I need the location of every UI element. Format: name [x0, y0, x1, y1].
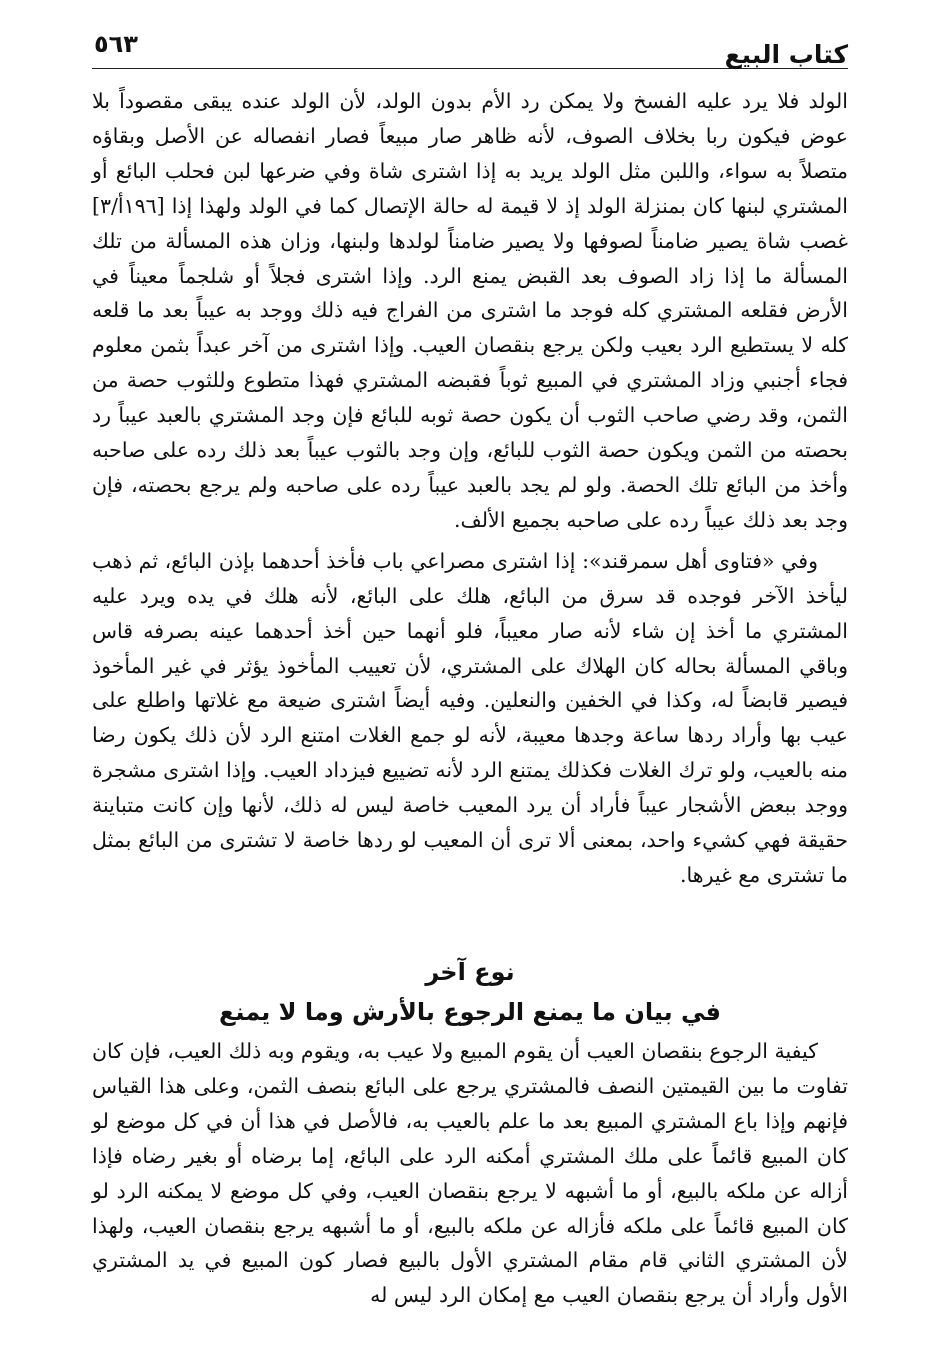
- section-heading-title: نوع آخر: [425, 958, 515, 986]
- paragraph: الولد فلا يرد عليه الفسخ ولا يمكن رد الأم بدون الولد، لأن الولد عنده يبقى مقصوداً بلا عوض فيكون ربا بخلاف الصوف، لأنه ظاهر صار مبيعاً فصار انفصاله عن الأصل وبقاؤه متصلاً به سواء، واللبن مثل الولد يريد به إذا اشترى شاة وفي ضرعها لبن فحلب البائع أو المشتري لبنها كان بمنزلة الولد إذ لا قيمة له حالة الإتصال كما في الولد ولهذا إذا [١٩٦أ/٣] غصب شاة يصير ضامناً لصوفها ولا يصير ضامناً لولدها ولبنها، وزان هذه المسألة من تلك المسألة ما إذا زاد الصوف بعد القبض يمنع الرد. وإذا اشترى فجلاً أو شلجماً معيناً في الأرض فقلعه المشتري كله فوجد ما اشترى من الفراج فيه ذلك ووجد به عيباً بعد ما قلعه كله لا يستطيع الرد بعيب ولكن يرجع بنقصان العيب. وإذا اشترى من آخر عبداً بثمن معلوم فجاء أجنبي وزاد المشتري في المبيع ثوباً فقبضه المشتري فهذا متطوع وللثوب حصة من الثمن، وقد رضي صاحب الثوب أن يكون حصة ثوبه للبائع فإن وجد المشتري بالعبد عيباً رد بحصته من الثمن ويكون حصة الثوب للبائع، وإن وجد بالثوب عيباً بعد ذلك رده على صاحبه وأخذ من البائع تلك الحصة. ولو لم يجد بالعبد عيباً رده على صاحبه ولم يرجع بحصته، فإن وجد بعد ذلك عيباً رده على صاحبه بجميع الألف.: [92, 89, 848, 532]
- section-heading-subtitle: في بيان ما يمنع الرجوع بالأرش وما لا يمنع: [219, 998, 721, 1026]
- paragraph: وفي «فتاوى أهل سمرقند»: إذا اشترى مصراعي باب فأخذ أحدهما بإذن البائع، ثم ذهب ليأخذ الآخر فوجده قد سرق من البائع، هلك على البائع، لأنه هلك في يده ويرد عليه المشتري ما أخذ إن شاء لأنه صار معيباً، فلو أنهما حين أخذ أحدهما عينه بصرفه قاس وباقي المسألة بحاله كان الهلاك على المشتري، لأن تعييب المأخوذ يؤثر في غير المأخوذ فيصير قابضاً له، وكذا في الخفين والنعلين. وفيه أيضاً اشترى ضيعة مع غلاتها واطلع على عيب بها وأراد ردها ساعة وجدها معيبة، لأنه لو جمع الغلات امتنع الرد لأن ذلك يكون رضا منه بالعيب، ولو ترك الغلات فكذلك يمتنع الرد لأنه تضييع فيزداد العيب. وإذا اشترى مشجرة ووجد ببعض الأشجار عيباً فأراد أن يرد المعيب خاصة ليس له ذلك، لأنها وإن كانت متباينة حقيقة فهي كشيء واحد، بمعنى ألا ترى أن المعيب لو ردها خاصة لا تشترى من البائع بمثل ما تشترى مع غيرها.: [92, 548, 848, 887]
- section-heading: [92, 952, 848, 1032]
- paragraph: كيفية الرجوع بنقصان العيب أن يقوم المبيع ولا عيب به، ويقوم وبه ذلك العيب، فإن كان تفاوت ما بين القيمتين النصف فالمشتري يرجع على البائع بنصف الثمن، وعلى هذا القياس فإنهم وإذا باع المشتري المبيع بعد ما علم بالعيب به، فالأصل في هذا أن في كل موضع لو كان المبيع قائماً على ملك المشتري أمكنه الرد على البائع، إما برضاه أو بغير رضاه فإذا أزاله عن ملكه بالبيع، أو ما أشبهه لا يرجع بنقصان العيب، وفي كل موضع لا يمكنه الرد لو كان المبيع قائماً على ملكه فأزاله عن ملكه بالبيع، أو ما أشبهه يرجع بنقصان العيب، ولهذا لأن المشتري الثاني قام مقام المشتري الأول بالبيع فصار كون المبيع في يد المشتري الأول وأراد أن يرجع بنقصان العيب مع إمكان الرد ليس له: [92, 1039, 848, 1308]
- page-number: ٥٦٣: [94, 30, 138, 58]
- section-text-block: [92, 1034, 848, 1313]
- page-header: [92, 28, 848, 69]
- running-title: كتاب البيع: [724, 40, 848, 69]
- main-text-block: [92, 84, 848, 893]
